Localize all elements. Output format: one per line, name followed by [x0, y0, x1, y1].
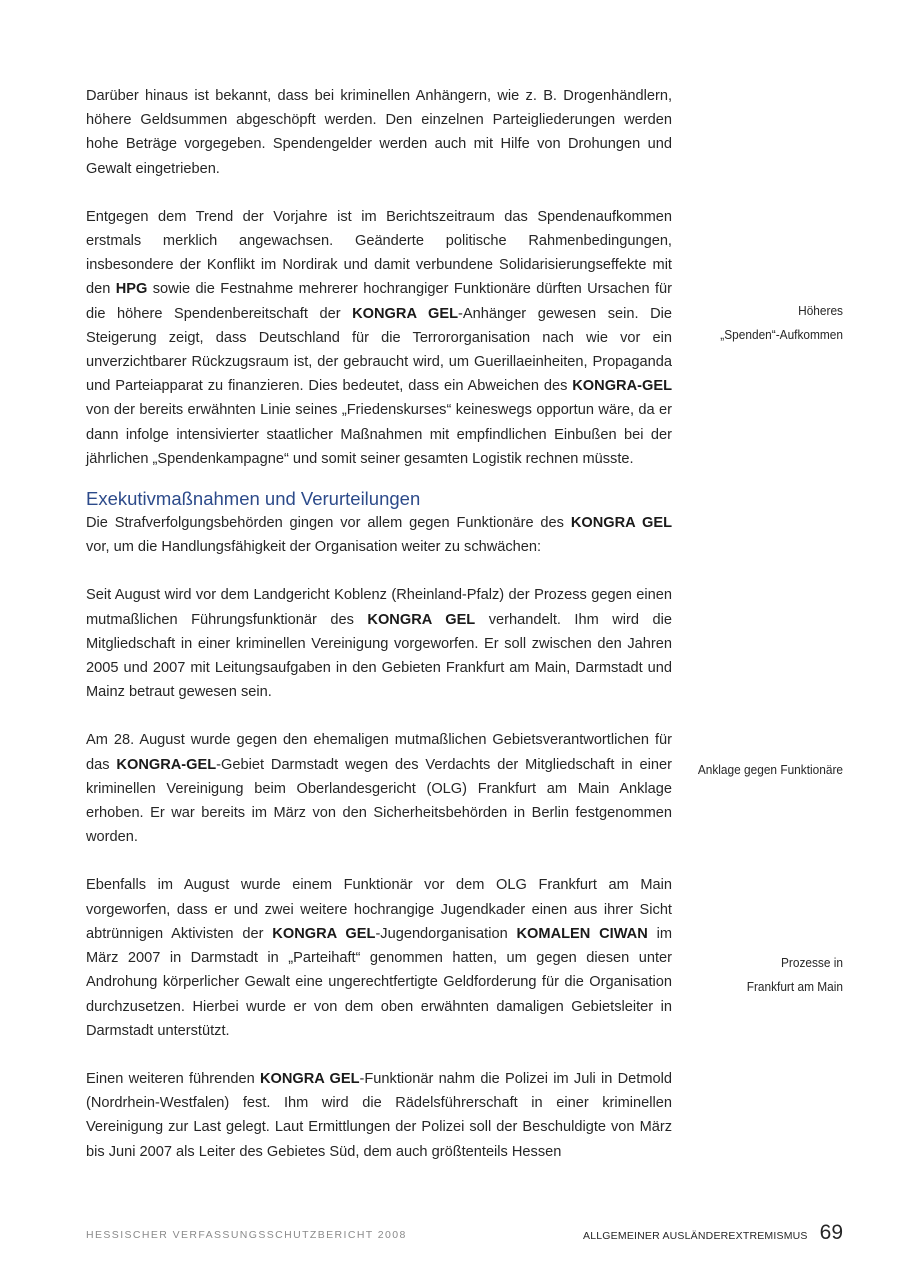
footer-publication-title: HESSISCHER VERFASSUNGSSCHUTZBERICHT 2008 [86, 1229, 407, 1241]
org-name: KONGRA GEL [352, 305, 459, 322]
paragraph-darmstadt-indictment: Am 28. August wurde gegen den ehemaligen mutmaßlichen Gebietsverantwortlichen für das KONGRA-GEL-Gebiet Darmstadt wegen des Verdachts der Mitgliedschaft in einer kriminellen Vereinigung beim Oberlandesgericht (OLG) Frankfurt am Main Anklage erhoben. Er war bereits im März von den Sicherheitsbehörden in Berlin festgenommen worden. [86, 732, 672, 846]
org-name: KONGRA GEL [570, 515, 672, 532]
paragraph-detmold-arrest: Einen weiteren führenden KONGRA GEL-Funktionär nahm die Polizei im Juli in Detmold (Nordrhein-Westfalen) fest. Ihm wird die Rädelsführerschaft in einer kriminellen Vereinigung zur Last gelegt. Laut Ermittlungen der Polizei soll der Beschuldigte von März bis Juni 2007 als Leiter des Gebietes Süd, dem auch größtenteils Hessen [86, 1070, 672, 1160]
org-name: KONGRA GEL [272, 925, 376, 942]
paragraph-intro-measures: Die Strafverfolgungsbehörden gingen vor allem gegen Funktionäre des KONGRA GEL vor, um die Handlungsfähigkeit der Organisation weiter zu schwächen: [86, 515, 672, 556]
paragraph-koblenz-trial: Seit August wird vor dem Landgericht Koblenz (Rheinland-Pfalz) der Prozess gegen einen mutmaßlichen Führungsfunktionär des KONGRA GEL verhandelt. Ihm wird die Mitgliedschaft in einer kriminellen Vereinigung vorgeworfen. Er soll zwischen den Jahren 2005 und 2007 mit Leitungsaufgaben in den Gebieten Frankfurt am Main, Darmstadt und Mainz betraut gewesen sein. [86, 587, 672, 701]
org-name: KONGRA-GEL [116, 756, 217, 773]
margin-note-indictment: Anklage gegen Funktionäre [697, 762, 843, 777]
page-number: 69 [819, 1221, 843, 1244]
section-heading: Exekutivmaßnahmen und Verurteilungen [86, 488, 421, 510]
org-name: KOMALEN CIWAN [516, 925, 648, 942]
margin-note-trials: Prozesse in Frankfurt am Main [746, 955, 843, 994]
paragraph-frankfurt-trial: Ebenfalls im August wurde einem Funktionär vor dem OLG Frankfurt am Main vorgeworfen, dass er und zwei weitere hochrangige Jugendkader einen aus ihrer Sicht abtrünnigen Aktivisten der KONGRA GEL-Jugendorganisation KOMALEN CIWAN im März 2007 in Darmstadt in „Parteihaft“ genommen hatten, um gegen diesen unter Androhung körperlicher Gewalt eine ungerechtfertigte Geldforderung für die Organisation durchzusetzen. Hierbei wurde er von dem oben erwähnten damaligen Gebietsleiter in Darmstadt unterstützt. [86, 877, 672, 1039]
org-name: KONGRA GEL [259, 1070, 360, 1087]
margin-note-donations: Höheres „Spenden“-Aufkommen [720, 303, 843, 342]
org-name: KONGRA GEL [367, 611, 476, 628]
org-name: HPG [115, 281, 148, 298]
org-name: KONGRA-GEL [572, 378, 672, 395]
main-column [86, 84, 672, 1164]
paragraph-funding-methods: Darüber hinaus ist bekannt, dass bei kriminellen Anhängern, wie z. B. Drogenhändlern, höhere Geldsummen abgeschöpft werden. Den einzelnen Parteigliederungen werden hohe Beträge vorgegeben. Spendengelder werden auch mit Hilfe von Drohungen und Gewalt eingetrieben. [86, 88, 672, 177]
footer-right [583, 1221, 843, 1245]
paragraph-donations-increase: Entgegen dem Trend der Vorjahre ist im Berichtszeitraum das Spendenaufkommen erstmals merklich angewachsen. Geänderte politische Rahmenbedingungen, insbesondere der Konflikt im Nordirak und damit verbundene Solidarisierungseffekte mit den HPG sowie die Festnahme mehrerer hochrangiger Funktionäre dürften Ursachen für die höhere Spendenbereitschaft der KONGRA GEL-Anhänger gewesen sein. Die Steigerung zeigt, dass Deutschland für die Terrororganisation nach wie vor ein unverzichtbarer Rückzugsraum ist, der gebraucht wird, um Guerillaeinheiten, Propaganda und Parteiapparat zu finanzieren. Dies bedeutet, dass ein Abweichen des KONGRA-GEL von der bereits erwähnten Linie seines „Friedenskurses“ keineswegs opportun wäre, da er dann infolge intensivierter staatlicher Maßnahmen mit empfindlichen Einbußen bei der jährlichen „Spendenkampagne“ und somit seiner gesamten Logistik rechnen müsste. [86, 208, 672, 467]
footer-section-title: ALLGEMEINER AUSLÄNDEREXTREMISMUS [583, 1230, 808, 1242]
